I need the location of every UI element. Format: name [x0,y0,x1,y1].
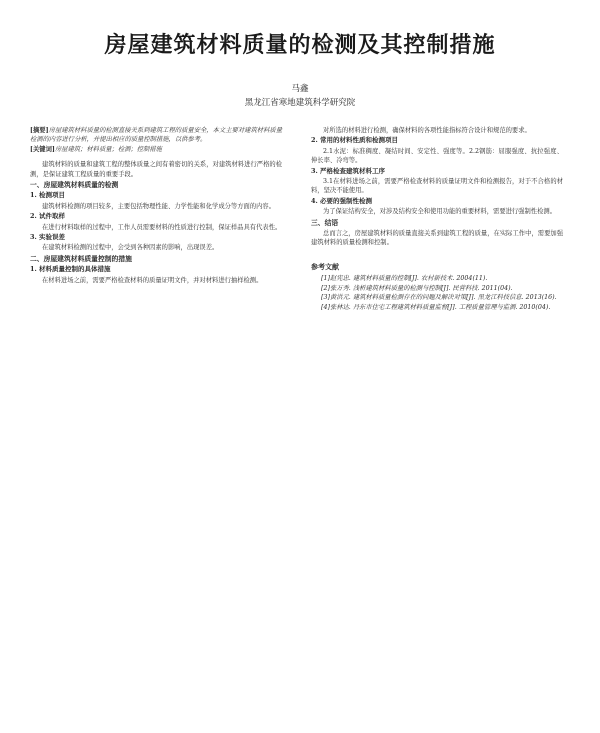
abstract [30,126,282,145]
left-column [30,126,282,285]
subsection-heading: 3. 实验误差 [30,233,66,242]
keywords-label: [关键词] [30,145,55,153]
paper-title: 房屋建筑材料质量的检测及其控制措施 [104,32,496,58]
subsection-heading: 2. 试件取样 [30,212,66,221]
subsection-heading: 1. 材料质量控制的具体措施 [30,265,111,274]
body-paragraph: 建筑材料检测的项目较多，主要包括物理性能、力学性能和化学成分等方面的内容。 [42,202,275,210]
author-name: 马鑫 [291,84,309,94]
reference-item: [2]张万秀. 浅析建筑材料质量的检测与控制[J]. 民营科技. 2011(04). [321,284,513,292]
keywords [30,145,282,154]
author-affiliation: 黑龙江省寒地建筑科学研究院 [244,98,356,108]
section-heading: 三、结语 [311,218,339,227]
subsection-heading: 4. 必要的强制性检测 [311,196,373,205]
subsection-heading: 1. 检测项目 [30,191,66,200]
section-heading: 一、房屋建筑材料质量的检测 [30,181,119,190]
body-paragraph: 为了保证结构安全，对涉及结构安全和使用功能的重要材料，需要进行强制性检测。 [323,208,556,216]
body-paragraph: 总而言之，房屋建筑材料的质量直接关系到建筑工程的质量，在实际工作中，需要加强建筑材料的质量检测和控制。 [311,230,563,247]
reference-item: [4]张林达. 丹东市住宅工程建筑材料质量监督[J]. 工程质量管理与监测. 2010(04). [321,303,551,311]
reference-item: [1]赵宪忠. 建筑材料质量的控制[J]. 农村新技术. 2004(11). [321,275,488,283]
references-title: 参考文献 [311,261,339,271]
intro-paragraph: 建筑材料的质量和建筑工程的整体质量之间有着密切的关系，对建筑材料进行严格的检测，是保证建筑工程质量的重要手段。 [30,161,282,178]
keywords-text: 房屋建筑；材料质量；检测；控制措施 [54,145,162,153]
abstract-label: [摘要] [30,127,49,134]
body-paragraph: 在材料进场之前，需要严格检查材料的质量证明文件，并对材料进行抽样检测。 [42,276,263,284]
section-heading: 二、房屋建筑材料质量控制的措施 [30,254,132,263]
abstract-text: 房屋建筑材料质量的检测直接关系到建筑工程的质量安全，本文主要对建筑材料质量检测的内容进行分析，并提出相应的质量控制措施，以供参考。 [30,127,282,144]
reference-item: [3]黄洪元. 建筑材料质量检测存在的问题及解决对策[J]. 黑龙江科技信息. 2013(16). [321,294,557,302]
body-paragraph: 2.1水泥：标准稠度、凝结时间、安定性、强度等。2.2钢筋：屈服强度、抗拉强度、伸长率、冷弯等。 [311,147,563,165]
body-paragraph: 在建筑材料检测的过程中，会受到各种因素的影响，出现误差。 [42,244,219,252]
subsection-heading: 3. 严格检查建筑材料工序 [311,166,386,175]
body-paragraph: 对所选的材料进行检测，确保材料的各项性能指标符合设计和规范的要求。 [323,127,531,134]
subsection-heading: 2. 常用的材料性质和检测项目 [311,136,399,145]
body-paragraph: 3.1在材料进场之前，需要严格检查材料的质量证明文件和检测报告，对于不合格的材料，坚决不能使用。 [311,178,563,195]
right-column [311,126,563,312]
body-paragraph: 在进行材料取样的过程中，工作人员需要材料的性质进行控制，保证样品具有代表性。 [42,223,282,231]
